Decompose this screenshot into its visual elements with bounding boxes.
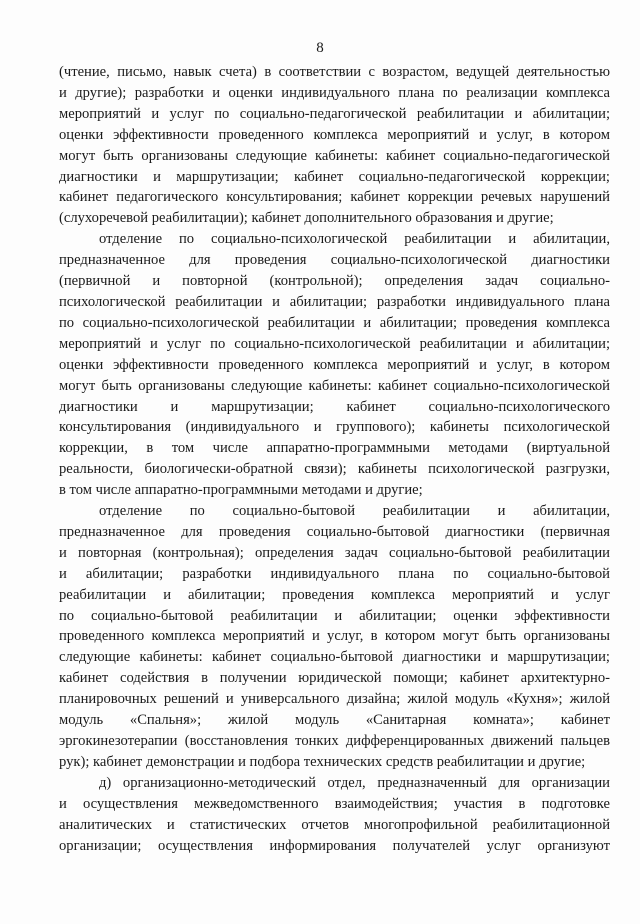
text-line: и осуществления межведомственного взаимодействия; участия в подготовке [59,795,610,812]
text-line: и другие); разработки и оценки индивидуального плана по реализации комплекса [59,84,610,101]
text-line: организации; осуществления информирования получателей услуг организуют [59,837,610,854]
text-line: отделение по социально-психологической реабилитации и абилитации, [99,231,610,248]
text-line: мероприятий и услуг по социально-психологической реабилитации и абилитации; [59,335,610,352]
text-line: (первичной и повторной (контрольной); определения задач социально- [59,273,610,290]
text-line: консультирования (индивидуального и группового); кабинеты психологической [59,419,610,436]
text-line: кабинет педагогического консультирования; кабинет коррекции речевых нарушений [59,189,610,206]
text-line: реабилитации и абилитации; проведения комплекса мероприятий и услуг [59,586,610,603]
text-line: диагностики и маршрутизации; кабинет социально-психологического [59,398,610,415]
text-line: предназначенное для проведения социально-психологической диагностики [59,252,610,269]
text-line: в том числе аппаратно-программными методами и другие; [59,482,423,499]
text-line: кабинет содействия в получении юридической помощи; кабинет архитектурно- [59,670,610,687]
text-line: (чтение, письмо, навык счета) в соответствии с возрастом, ведущей деятельностью [59,64,610,80]
text-line: мероприятий и услуг по социально-педагогической реабилитации и абилитации; [59,105,610,122]
text-line: по социально-психологической реабилитации и абилитации; проведения комплекса [59,314,610,331]
text-line: по социально-бытовой реабилитации и абилитации; оценки эффективности [59,607,610,624]
page-number: 8 [316,40,324,56]
text-line: предназначенное для проведения социально-бытовой диагностики (первичная [59,523,610,540]
text-line: (слухоречевой реабилитации); кабинет дополнительного образования и другие; [59,210,554,227]
text-line: д) организационно-методический отдел, предназначенный для организации [99,774,610,791]
text-line: коррекции, в том числе аппаратно-программными методами (виртуальной [59,440,610,457]
text-line: реальности, биологически-обратной связи); кабинеты психологической разгрузки, [59,461,610,478]
text-line: могут быть организованы следующие кабинеты: кабинет социально-педагогической [59,147,610,164]
text-line: и абилитации; разработки индивидуального плана по социально-бытовой [59,565,610,582]
text-line: могут быть организованы следующие кабинеты: кабинет социально-психологической [59,377,610,394]
text-line: и повторная (контрольная); определения задач социально-бытовой реабилитации [59,544,610,561]
text-line: оценки эффективности проведенного комплекса мероприятий и услуг, в котором [59,126,610,143]
text-line: отделение по социально-бытовой реабилитации и абилитации, [99,503,610,520]
text-line: модуль «Спальня»; жилой модуль «Санитарная комната»; кабинет [59,712,610,729]
text-line: следующие кабинеты: кабинет социально-бытовой диагностики и маршрутизации; [59,649,610,666]
text-line: оценки эффективности проведенного комплекса мероприятий и услуг, в котором [59,356,610,373]
text-line: рук); кабинет демонстрации и подбора технических средств реабилитации и другие; [59,753,586,770]
text-line: планировочных решений и универсального дизайна; жилой модуль «Кухня»; жилой [59,691,610,708]
document-body [59,62,610,856]
text-line: диагностики и маршрутизации; кабинет социально-педагогической коррекции; [59,168,610,185]
text-line: аналитических и статистических отчетов многопрофильной реабилитационной [59,816,610,833]
text-line: эргокинезотерапии (восстановления тонких дифференцированных движений пальцев [59,733,610,749]
text-line: психологической реабилитации и абилитации; разработки индивидуального плана [59,293,610,310]
text-line: проведенного комплекса мероприятий и услуг, в котором могут быть организованы [59,628,610,645]
